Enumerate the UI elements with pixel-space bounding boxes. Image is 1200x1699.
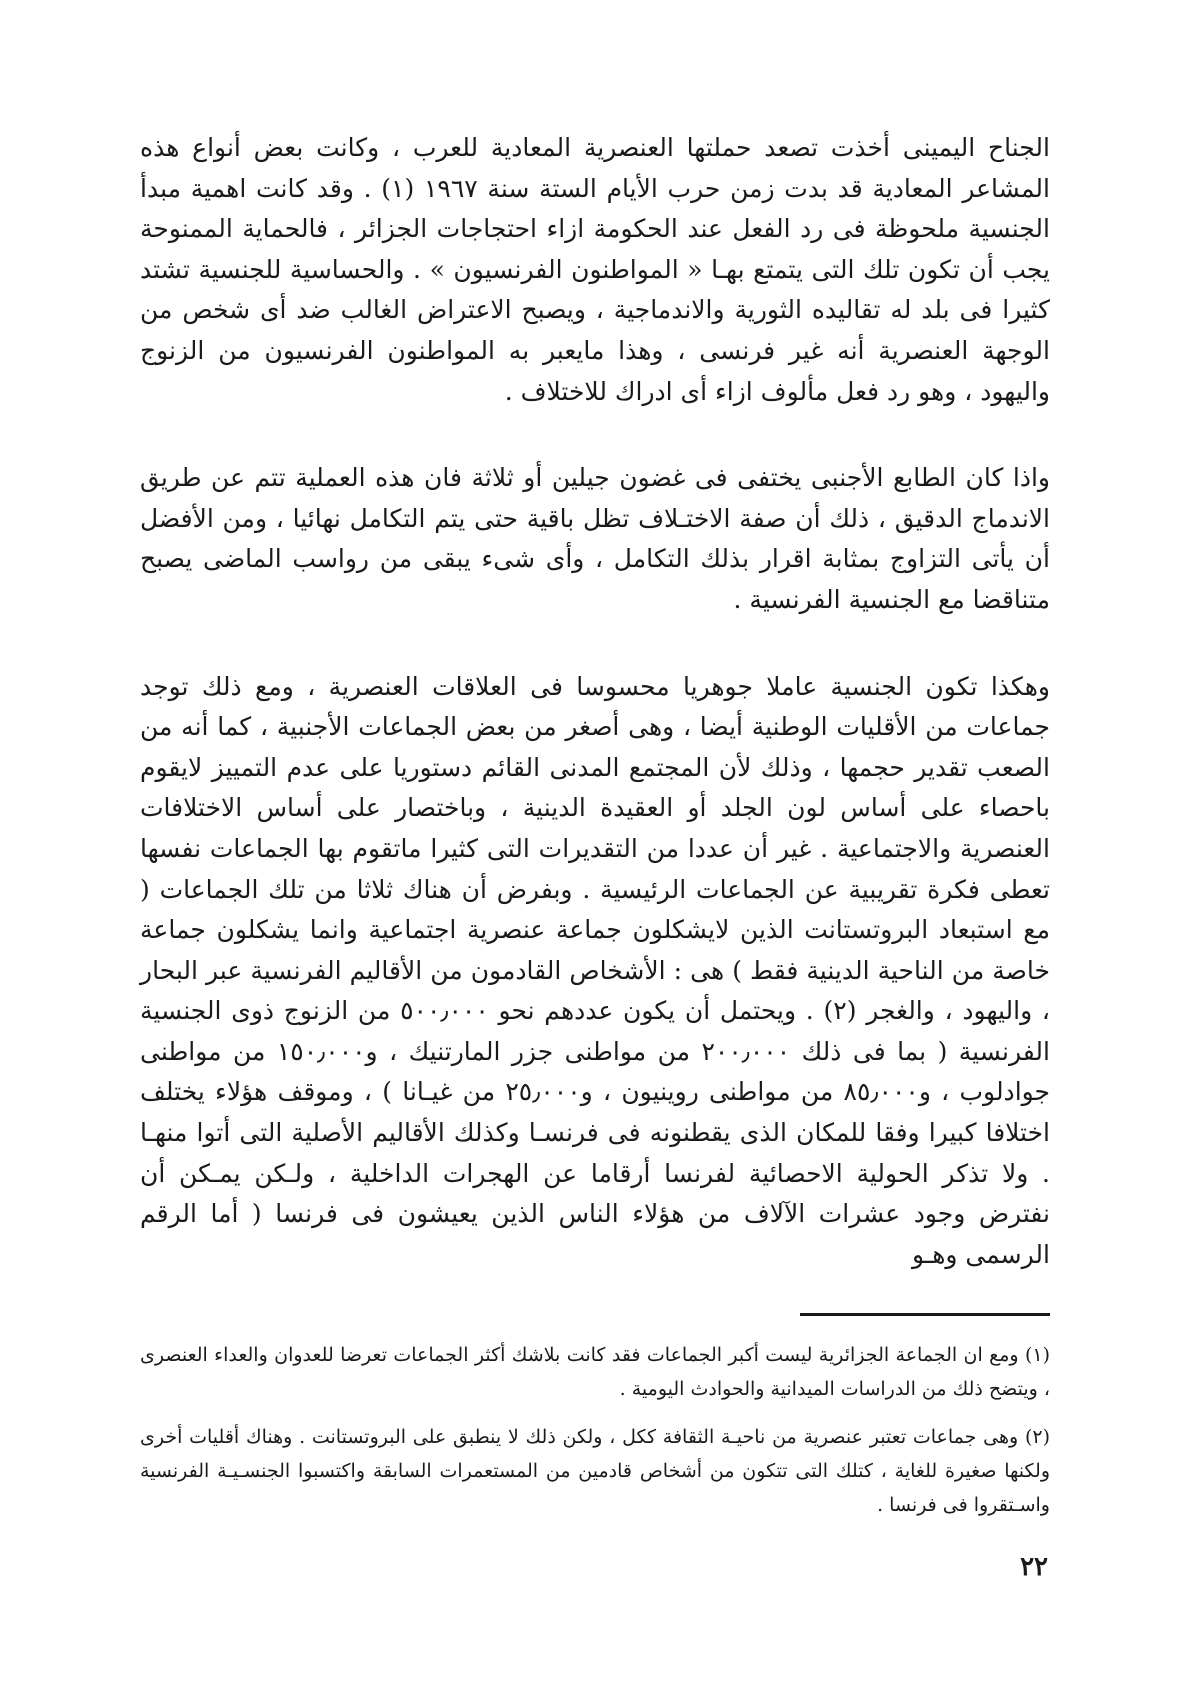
page-number: ٢٢ — [1020, 1552, 1048, 1582]
paragraph-3: وهكذا تكون الجنسية عاملا جوهريا محسوسا فى العلاقات العنصرية ، ومع ذلك توجد جماعات من الأقليات الوطنية أيضا ، وهى أصغر من بعض الجماعات الأجنبية ، كما أنه من الصعب تقدير حجمها ، وذلك لأن المجتمع المدنى القائم دستوريا على عدم التمييز لايقوم باحصاء على أساس لون الجلد أو العقيدة الدينية ، وباختصار على أساس الاختلافات العنصرية والاجتماعية . غير أن عددا من التقديرات التى كثيرا ماتقوم بها الجماعات نفسها تعطى فكرة تقريبية عن الجماعات الرئيسية . وبفرض أن هناك ثلاثا من تلك الجماعات ( مع استبعاد البروتستانت الذين لايشكلون جماعة عنصرية اجتماعية وانما يشكلون جماعة خاصة من الناحية الدينية فقط ) هى : الأشخاص القادمون من الأقاليم الفرنسية عبر البحار ، واليهود ، والغجر (٢) . ويحتمل أن يكون عددهم نحو ٥٠٠٫٠٠٠ من الزنوج ذوى الجنسية الفرنسية ( بما فى ذلك ٢٠٠٫٠٠٠ من مواطنى جزر المارتنيك ، و١٥٠٫٠٠٠ من مواطنى جوادلوب ، و٨٥٫٠٠٠ من مواطنى روينيون ، و٢٥٫٠٠٠ من غيـانا ) ، وموقف هؤلاء يختلف اختلافا كبيرا وفقا للمكان الذى يقطنونه فى فرنسـا وكذلك الأقاليم الأصلية التى أتوا منهـا . ولا تذكر الحولية الاحصائية لفرنسا أرقاما عن الهجرات الداخلية ، ولـكن يمـكن أن نفترض وجود عشرات الآلاف من هؤلاء الناس الذين يعيشون فى فرنسا ( أما الرقم الرسمى وهـو — [140, 671, 1051, 1269]
paragraph-2: واذا كان الطابع الأجنبى يختفى فى غضون جيلين أو ثلاثة فان هذه العملية تتم عن طريق الاندماج الدقيق ، ذلك أن صفة الاختـلاف تظل باقية حتى يتم التكامل نهائيا ، ومن الأفضل أن يأتى التزاوج بمثابة اقرار بذلك التكامل ، وأى شىء يبقى من رواسب الماضى يصبح متناقضا مع الجنسية الفرنسية . — [140, 463, 1050, 614]
paragraph-1: الجناح اليمينى أخذت تصعد حملتها العنصرية المعادية للعرب ، وكانت بعض أنواع هذه المشاعر المعادية قد بدت زمن حرب الأيام الستة سنة ١٩٦٧ (١) . وقد كانت اهمية مبدأ الجنسية ملحوظة فى رد الفعل عند الحكومة ازاء احتجاجات الجزائر ، فالحماية الممنوحة يجب أن تكون تلك التى يتمتع بهـا « المواطنون الفرنسيون » . والحساسية للجنسية تشتد كثيرا فى بلد له تقاليده الثورية والاندماجية ، ويصبح الاعتراض الغالب ضد أى شخص من الوجهة العنصرية أنه غير فرنسى ، وهذا مايعبر به المواطنون الفرنسيون من الزنوج واليهود ، وهو رد فعل مألوف ازاء أى ادراك للاختلاف . — [140, 133, 1050, 406]
footnote-1: (١) ومع ان الجماعة الجزائرية ليست أكبر الجماعات فقد كانت بلاشك أكثر الجماعات تعرضا للعدوان والعداء العنصرى ، ويتضح ذلك من الدراسات الميدانية والحوادث اليومية . — [140, 1344, 1050, 1401]
footnote-2: (٢) وهى جماعات تعتبر عنصرية من ناحيـة الثقافة ككل ، ولكن ذلك لا ينطبق على البروتستانت . وهناك أقليات أخرى ولكنها صغيرة للغاية ، كتلك التى تتكون من أشخاص قادمين من المستعمرات السابقة واكتسبوا الجنسـيـة الفرنسية واسـتقروا فى فرنسا . — [140, 1426, 1050, 1517]
footnote-separator — [800, 1313, 1050, 1316]
